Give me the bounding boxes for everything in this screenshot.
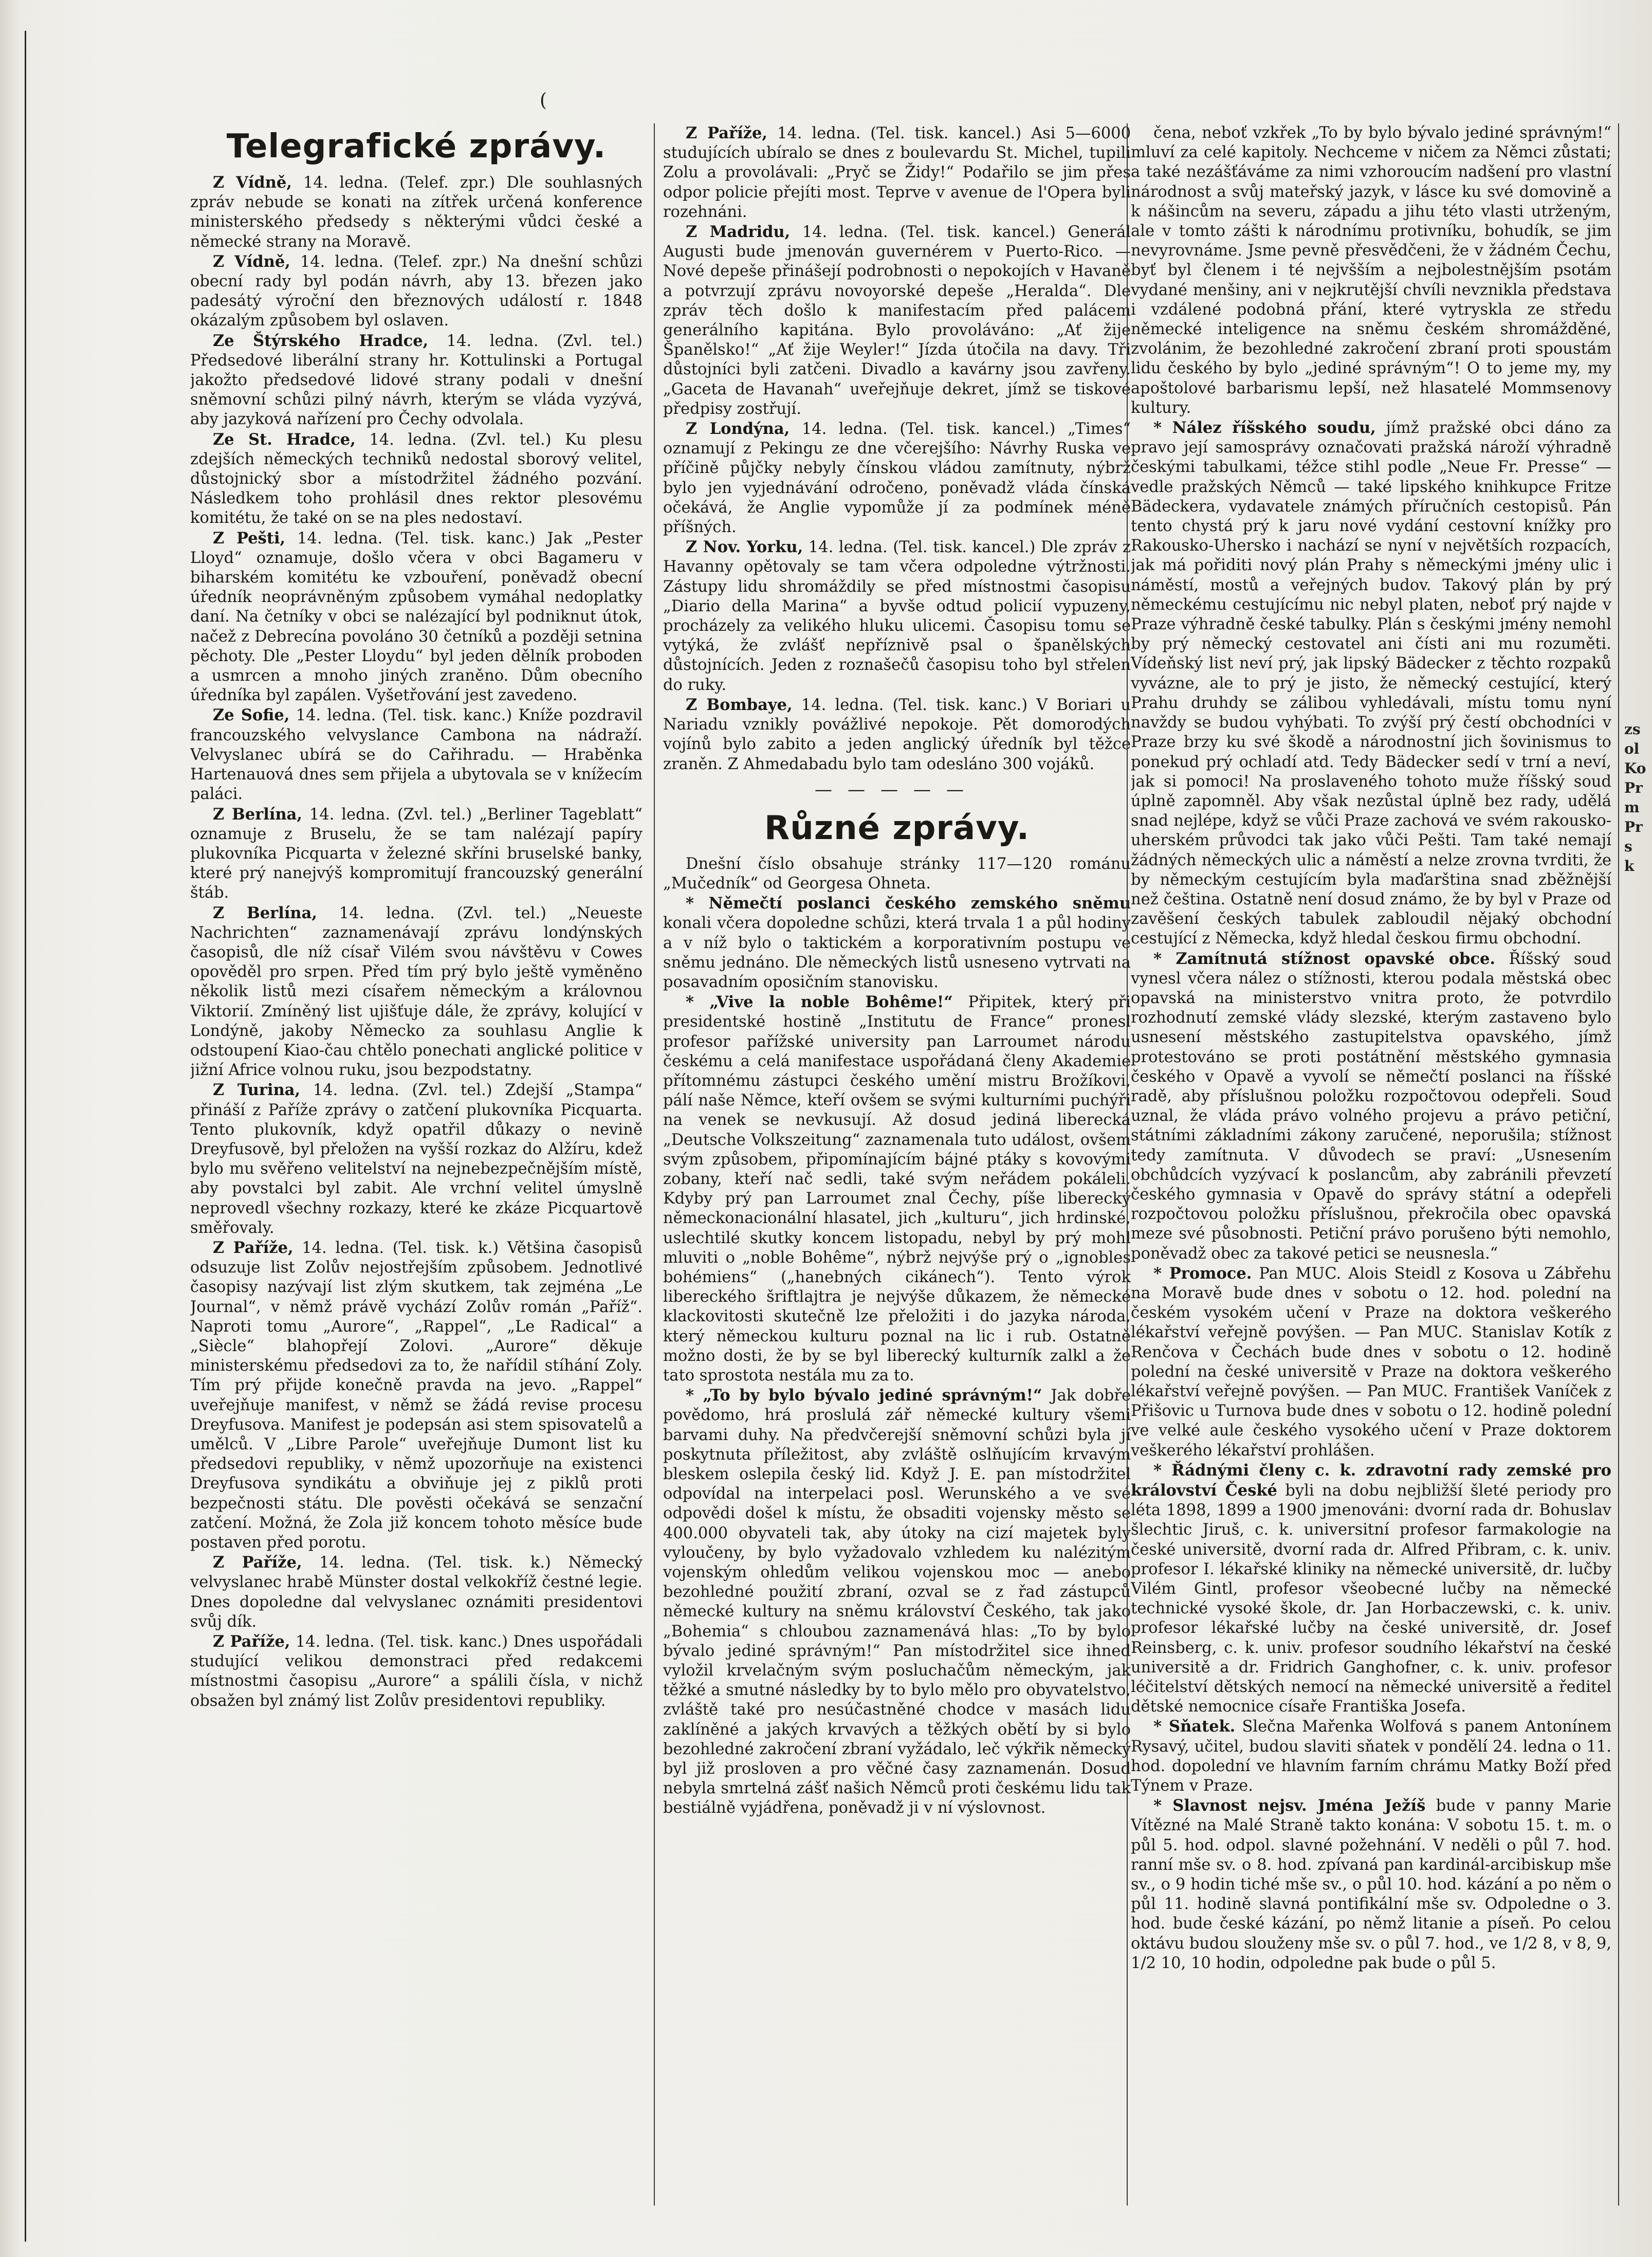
page-left-rule	[25, 31, 26, 2242]
section-heading-telegraphic: Telegrafické zprávy.	[226, 128, 607, 166]
news-item	[663, 222, 1131, 419]
news-item	[1131, 1796, 1611, 1973]
column-news-continued	[663, 123, 1131, 2200]
item-lead: Ze Sofie,	[213, 706, 290, 725]
item-lead: * Zamítnutá stížnost opavské obce.	[1153, 949, 1496, 968]
item-lead: * Sňatek.	[1153, 1717, 1236, 1736]
item-text: Dnešní číslo obsahuje stránky 117—120 románu „Mučedník“ od Georgesa Ohneta.	[663, 854, 1131, 893]
item-text: 14. ledna. (Zvl. tel.) Předsedové liberální strany hr. Kottulinski a Portugal jakožto předsedové lidové strany podali v dnešní sněmovní schůzi pilný návrh, kterým se vláda vyzývá, aby jazyková nařízení pro Čechy odvolala.	[190, 332, 643, 429]
news-item	[1131, 1717, 1611, 1796]
item-lead: Ze St. Hradce,	[213, 430, 356, 449]
news-item	[1131, 418, 1611, 949]
item-lead: Ze Štýrského Hradce,	[213, 331, 429, 350]
item-lead: Z Nov. Yorku,	[686, 538, 803, 557]
item-text: 14. ledna. (Zvl. tel.) Zdejší „Stampa“ přináší z Paříže zprávy o zatčení plukovníka Picquarta. Tento plukovník, když opatřil důkazy o nevině Dreyfusově, byl přeložen na vyšší rozkaz do Alžíru, kdež bylo mu svěřeno velitelství na nejnebezpečnějším místě, aby povstalci byl zabit. Ale vrchní velitel úmyslně neprovedl všechny rozkazy, které ke zkáze Picquartově směřovaly.	[190, 1081, 643, 1237]
item-text: 14. ledna. (Tel. tisk. kancel.) Generál Augusti bude jmenován guvernérem v Puerto-Rico. — Nové depeše přinášejí podrobnosti o nepokojích v Havaně a potvrzují zprávu novoyorské depeše „Heralda“. Dle zpráv těch došlo k manifestacím před palácem generálního kapitána. Bylo provoláváno: „Ať žije Španělsko!“ „Ať žije Weyler!“ Jízda útočila na davy. Tři důstojníci byli zatčeni. Divadlo a kavárny jsou zavřeny. „Gaceta de Havanah“ uveřejňuje dekret, jímž se tiskové předpisy zostřují.	[663, 223, 1131, 418]
item-text: Připitek, který při presidentské hostině „Institutu de France“ pronesl profesor pařížské university pan Larroumet národu českému a celá manifestace uspořádaná členy Akademie přítomnému zástupci českého umění mistru Brožíkovi, pálí naše Němce, kteří ovšem se svými kulturními puchýři na venek se nevkusují. Až dosud jediná liberecká „Deutsche Volkszeitung“ zaznamenala tuto událost, ovšem svým způsobem, připomínajícím bájné ptáky s kovovými zobany, kteří nač sedli, také svým neřádem pokáleli. Kdyby prý pan Larroumet znal Čechy, píše liberecký německonacionální hlasatel, jich „kulturu“, jich hrdinské, uslechtilé skutky koncem listopadu, nebyl by prý mohl mluviti o „noble Bohême“, nýbrž nejvýše prý o „ignobles bohémiens“ („hanebných cikánech“). Tento výrok libereckého šriftlajtra je nejvýše důkazem, že německé klackovitosti skutečně lze přeložiti i do jazyka národa, který německou kulturu poznal na lic i rub. Ostatně možno dosti, že by se byl liberecký kulturník zalkl a že tato sprostota nestála mu za to.	[663, 993, 1131, 1385]
news-item	[190, 705, 643, 804]
news-item	[663, 695, 1131, 774]
news-item	[663, 1386, 1131, 1818]
item-lead: Z Pešti,	[213, 529, 286, 548]
section-heading-various: Různé zprávy.	[764, 809, 1030, 847]
item-lead: Z Paříže,	[686, 124, 768, 142]
item-text: byli na dobu nejbližší šleté periody pro léta 1898, 1899 a 1900 jmenováni: dvorní rada dr. Bohuslav šlechtic Jiruš, c. k. universitní profesor farmakologie na české universitě, dvorní rada dr. Alfred Přibram, c. k. univ. profesor I. lékařské kliniky na německé universitě, dr. lučby Vilém Gintl, profesor všeobecné lučby na německé technické vysoké škole, dr. Jan Horbaczewski, c. k. univ. profesor lékařské lučby na české universitě, dr. Josef Reinsberg, c. k. univ. profesor soudního lékařství na české universitě a dr. Fridrich Ganghofner, c. k. univ. profesor léčitelství dětských nemocí na německé universitě a ředitel dětské nemocnice císaře Františka Josefa.	[1131, 1482, 1611, 1716]
item-lead: * Nález říšského soudu,	[1153, 418, 1376, 438]
news-item	[190, 1238, 643, 1553]
item-text: 14. ledna. (Tel. tisk. kancel.) Dle zpráv z Havanny opětovaly se tam včera odpoledne výtržnosti. Zástupy lidu shromáždily se před místnostmi časopisu „Diario della Marina“ a byvše odtud policií vypuzeny, procházely za velikého hluku ulicemi. Časopisu tomu se vytýká, že zvlášť nepříznivě psal o španělských důstojnících. Jeden z roznašečů časopisu toho byl střelen do ruky.	[663, 538, 1131, 694]
item-text: Slečna Mařenka Wolfová s panem Antonínem Rysavý, učitel, budou slaviti sňatek v pondělí 24. ledna o 11. hod. dopolední ve hlavním farním chrámu Matky Boží před Týnem v Praze.	[1131, 1718, 1611, 1795]
news-item	[1131, 1264, 1611, 1461]
separator-ornament: —————	[815, 779, 979, 800]
item-text: 14. ledna. (Tel. tisk. k.) Německý velvyslanec hrabě Münster dostal velkokříž čestné legie. Dnes dopoledne dal velvyslanec oznámiti presidentovi svůj dík.	[190, 1554, 643, 1631]
news-item	[190, 252, 643, 331]
item-lead: * Slavnost nejsv. Jména Ježíš	[1153, 1796, 1426, 1815]
item-text: konali včera dopoledne schůzi, která trvala 1 a půl hodiny a v níž bylo o taktickém a korporativním postupu ve sněmu jednáno. Dle německých listů usneseno vytrvati na posavadním oposičním stanovisku.	[663, 914, 1131, 991]
item-text: 14. ledna. (Zvl. tel.) „Neueste Nachrichten“ zaznamenávají zprávu londýnských časopisů, dle níž císař Vilém svou návštěvu v Cowes opověděl pro srpen. Před tím prý bylo ještě vyměněno několik listů mezi císařem německým a královnou Viktorií. Zmíněný list ujišťuje dále, že zprávy, kolující v Londýně, jakoby Německo za souhlasu Anglie k odstoupení Kiao-čau chtělo ponechati anglické politice v jižní Africe volnou ruku, jsou bezpodstatny.	[190, 904, 643, 1080]
news-item	[190, 173, 643, 252]
item-text: čena, neboť vzkřek „To by bylo bývalo jediné správným!“ mluví za celé kapitoly. Nechceme v ničem za Němci zůstati; a také nezášťáváme za nimi vzhoroucím nadšení pro vlastní národnost a svůj mateřský jazyk, v lásce ku své domovině a k nášincům na severu, západu a jihu této vlasti utrženým, ale v tomto zášti k národnímu protivníku, bohudík, se jim nevyrovnáme. Jsme pevně přesvědčeni, že v žádném Čechu, byť byl členem i té nejvšším a nejbolestnějším psotám vydané menšiny, ani v nejkrutější chvíli nevznikla představa i vzdálené podobná přání, které vytryskla ze středu německé inteligence na sněmu českém shromážděné, zvolánim, že bezohledné zakročení zbraní proti spoustám lidu českého by bylo „jediné správným“! O to jeme my, my apoštolové barbarismu lepší, než hlasatelé Mommsenovy kultury.	[1131, 124, 1611, 417]
item-lead: Z Bombaye,	[686, 695, 793, 714]
item-lead: Z Vídně,	[213, 252, 290, 271]
item-lead: Z Paříže,	[213, 1238, 293, 1257]
news-item	[663, 123, 1131, 222]
item-text: 14. ledna. (Tel. tisk. k.) Většina časopisů odsuzuje list Zolův nejostřejším způsobem. Jednotlivé časopisy nazývají list zlým skutkem, tak zejména „Le Journal“, v němž právě vychází Zolův román „Paříž“. Naproti tomu „Aurore“, „Rappel“, „Le Radical“ a „Siècle“ blahopřejí Zolovi. „Aurore“ děkuje ministerskému předsedovi za to, že nařídil stíhání Zoly. Tím prý přijde konečně pravda na jevo. „Rappel“ uveřejňuje manifest, v němž se žádá revise procesu Dreyfusova. Manifest je podepsán asi stem spisovatelů a umělců. V „Libre Parole“ uveřejňuje Dumont list ku předsedovi republiky, v němž upozorňuje na existenci Dreyfusova syndikátu a obviňuje jej z piklů proti bezpečnosti státu. Dle pověsti očekává se senzační zatčení. Možná, že Zola již koncem tohoto měsíce bude postaven před porotu.	[190, 1239, 643, 1552]
news-item	[663, 992, 1131, 1386]
news-item	[190, 331, 643, 430]
item-text: 14. ledna. (Telef. zpr.) Dle souhlasných zpráv nebude se konati na zítřek určená konference ministerského předsedy s některými vůdci české a německé strany na Moravě.	[190, 174, 643, 251]
item-text: 14. ledna. (Tel. tisk. kancel.) „Times“ oznamují z Pekingu ze dne včerejšího: Návrhy Ruska ve příčině půjčky nebyly čínskou vládou zamítnuty, nýbrž bylo jen vyjednávání odročeno, poněvadž vláda čínská očekává, že Anglie vypomůže jí za podmínek méně příšných.	[663, 420, 1131, 537]
item-lead: Z Vídně,	[213, 173, 292, 192]
item-lead: * „To by bylo bývalo jediné správným!“	[686, 1386, 1042, 1405]
news-item	[190, 1632, 643, 1711]
news-item	[190, 529, 643, 706]
news-item	[190, 1080, 643, 1238]
item-text: Říšský soud vynesl včera nález o stížnosti, kterou podala městská obec opavská na ministerstvo vnitra proto, že potvrdilo rozhodnutí zemské vlády slezské, kterým zastaveno bylo usnesení městského zastupitelstva opavského, jímž protestováno se proti postátnění městského gymnasia českého v Opavě a vyvolí se němečtí poslanci na říšské radě, aby příslušnou položku rozpočtovou odepřeli. Soud uznal, že vláda právo volného projevu a právo petiční, státními základními zákony zaručené, neporušila; stížnost tedy zamítnuta. V důvodech se praví: „Usnesením obchůdcích vyzývací k poslancům, aby zabránili převzetí českého gymnasia v Opavě do správy státní a odepřeli rozpočtovou položku příslušnou, překročila obec opavská meze své působnosti. Petiční právo porušeno býti nemohlo, poněvadž obec za takové petici se neusnesla.“	[1131, 950, 1611, 1263]
item-text: 14. ledna. (Tel. tisk. kanc.) Kníže pozdravil francouzského velvyslance Cambona na nádraží. Velvyslanec ubírá se do Cařihradu. — Hraběnka Hartenauová dnes sem přijela a ubytovala se v knížecím paláci.	[190, 706, 643, 804]
news-item	[663, 537, 1131, 695]
news-item	[663, 419, 1131, 537]
item-text: Jak dobře povědomo, hrá proslulá zář německé kultury všemi barvami duhy. Na předvčerejší sněmovní schůzi byla jí poskytnuta příležitost, aby zvláště oslňujícím krvavým bleskem oslepila český lid. Když J. E. pan místodržitel odpovídal na interpelaci posl. Werunského a ve své odpovědi došel k místu, že obsaditi vojensky město se 400.000 obyvateli tak, aby útoky na cizí majetek byly vyloučeny, by bylo vyžadovalo vzhledem ku nalézitým vojenským ohledům velikou vojenskou moc — anebo bezohledné použití zbraní, ozval se z řad zástupců německé kultury na sněmu království Českého, tak jako „Bohemia“ s chloubou zaznamenává hlas: „To by bylo bývalo jediné správným!“ Pan místodržitel sice ihned vyložil krvelačným svým posluchačům německým, jak těžké a smutné následky by to bylo mělo pro obyvatelstvo, zvláště také pro nesúčastněné chodce v masách lidu zaklíněné a jakých krvavých a těžkých obětí by si bylo bezohledné zakročení zbraní vyžádalo, leč výkřik německý byl již prosloven a pro věčné časy zaznamenán. Dosud nebyla smrtelná zášť našich Němců proti českému lidu tak bestiálně vyjádřena, poněvadž ji v ní výslovnost.	[663, 1387, 1131, 1817]
item-lead: Z Paříže,	[213, 1553, 302, 1572]
column-rule-1	[654, 123, 655, 2206]
item-lead: Z Londýna,	[686, 420, 790, 439]
item-text: 14. ledna. (Tel. tisk. kancel.) Asi 5—6000 studujících ubíralo se dnes z boulevardu St. Michel, tupili Zolu a provolávali: „Pryč se Židy!“ Podařilo se jim přes odpor policie přejíti most. Teprve v avenue de l'Opera byli rozehnáni.	[663, 124, 1131, 221]
item-lead: * „Vive la noble Bohême!“	[686, 993, 953, 1012]
item-lead: Z Madridu,	[686, 223, 791, 242]
item-text: 14. ledna. (Zvl. tel.) „Berliner Tageblatt“ oznamuje z Bruselu, že se tam nalézají papíry plukovníka Picquarta v železné skříni bruselské banky, které prý nanejvýš kompromitují francouzský generální štáb.	[190, 805, 643, 902]
news-item	[190, 805, 643, 903]
item-text: 14. ledna. (Zvl. tel.) Ku plesu zdejších německých techniků nedostal sborový velitel, důstojnický sbor a místodržitel žádného pozvání. Následkem toho prohlásil dnes rektor plesovému komitétu, že také on se na ples nedostaví.	[190, 430, 643, 527]
news-item	[190, 430, 643, 529]
item-lead: * Řádnými členy c. k. zdravotní rady zemské pro království České	[1131, 1461, 1611, 1500]
item-text: 14. ledna. (Tel. tisk. kanc.) Dnes uspořádali studující velikou demonstraci před redakcemi místnostmi časopisu „Aurore“ a spálili čísla, v nichž obsažen byl známý list Zolův presidentovi republiky.	[190, 1633, 643, 1710]
news-item	[1131, 949, 1611, 1264]
news-item	[1131, 1461, 1611, 1717]
item-text: Pan MUC. Alois Steidl z Kosova u Zábřehu na Moravě bude dnes v sobotu o 12. hod. polední na českém vysokém učení v Praze na doktora veškerého lékařství veřejně povýšen. — Pan MUC. Stanislav Kotík z Renčova v Čechách bude dnes v sobotu o 12. hodině polední na české universitě v Praze na doktora veškerého lékařství veřejně povýšen. — Pan MUC. František Vaníček z Přišovic u Turnova bude dnes v sobotu o 12. hodině polední ve velké aule českého vysokého učení v Praze doktorem veškerého lékařství prohlášen.	[1131, 1264, 1611, 1460]
item-lead: Z Berlína,	[213, 903, 317, 922]
item-text: 14. ledna. (Tel. tisk. kanc.) Jak „Pester Lloyd“ oznamuje, došlo včera v obci Bagameru v biharském komitétu ke vzbouření, poněvadž obecní úředník neoprávněným způsobem vymáhal nedoplatky daní. Na četníky v obci se nalézající byl podniknut útok, načež z Debrecína povoláno 30 četníků a později setnina pěchoty. Dle „Pester Lloydu“ byl jeden dělník proboden a usmrcen a mnoho jiných zraněno. Dům obecního úředníka byl zapálen. Vyšetřování jest zavedeno.	[190, 529, 643, 705]
item-text: jímž pražské obci dáno za pravo její samosprávy označovati pražská nároží výhradně českými tabulkami, téžce stihl podle „Neue Fr. Presse“ — vedle pražských Němců — také lipského knihkupce Fritze Bädeckera, vydavatele známých příručních cestopisů. Pán tento chystá prý k jaru nové vydání cestovní knížky pro Rakousko-Uhersko i nachází se nyní v největších rozpacích, jak má pořiditi nový plán Prahy s německými jmény ulic i náměstí, mostů a veřejných budov. Takový plán by prý německému cestujícímu nic nebyl platen, neboť prý najde v Praze výhradně české tabulky. Plán s českými jmény nemohl by prý německý cestovatel ani čísti ani mu rozuměti. Vídeňský list neví prý, jak lipský Bädecker z těchto rozpaků vyvázne, ale to prý je jisto, že německý cestující, který Prahu druhdy se zálibou vyhledávali, místu tomu nyní navždy se budou vyhýbati. To zvýší prý čestí obchodníci v Praze brzy ku své škodě a národnostní jich šovinismus to ponekud prý ochladí atd. Tedy Bädecker sedí v trní a neví, jak si pomoci! Na proslaveného tohoto muže říšský soud úplně zapomněl. Aby však nezůstal úplně bez rady, udělá snad nejlépe, když se vůči Praze zachová ve svém rakousko-uherském průvodci tak jako vůči Pešti. Tam také nemají žádných německých ulic a náměstí a nelze zrovna tvrditi, že by německým cestujícím byla maďarština snad zběžnější než čeština. Ostatně není dosud známo, že by byl v Praze od zavěšení českých tabulek zabloudil nějaký obchodní cestující z Německa, když hledal českou firmu obchodní.	[1131, 419, 1611, 948]
column-telegraphic-news	[190, 123, 643, 2200]
item-lead: Z Paříže,	[213, 1632, 290, 1651]
news-item	[663, 894, 1131, 992]
news-item	[1131, 123, 1611, 418]
item-lead: Z Turina,	[213, 1081, 301, 1100]
item-text: bude v panny Marie Vítězné na Malé Straně takto konána: V sobotu 15. t. m. o půl 5. hod. odpol. slavné požehnání. V neděli o půl 7. hod. ranní mše sv. o 8. hod. zpívaná pan kardinál-arcibiskup mše sv., o 9 hodin tiché mše sv., o půl 10. hod. kázání a po něm o půl 11. hodině slavná pontifikální mše sv. Odpoledne o 3. hod. bude české kázání, po němž litanie a píseň. Po celou oktávu budou slouženy mše sv. o půl 7. hod., ve 1/2 8, v 8, 9, 1/2 10, 10 hodin, odpoledne pak bude o půl 5.	[1131, 1797, 1611, 1972]
news-item	[663, 854, 1131, 894]
column-rule-3	[1618, 123, 1619, 2206]
item-lead: * Němečtí poslanci českého zemského sněmu	[686, 894, 1131, 913]
item-text: 14. ledna. (Tel. tisk. kanc.) V Boriari u Nariadu vznikly povážlivé nepokoje. Pět domorodých vojínů bylo zabito a jeden anglický úředník byl těžce zraněn. Z Ahmedabadu bylo tam odesláno 300 vojáků.	[663, 696, 1131, 773]
item-lead: Z Berlína,	[213, 805, 303, 824]
column-various-news	[1131, 123, 1611, 2200]
news-item	[190, 903, 643, 1081]
cropped-next-column-letters: zs ol Ko Pr m Pr s k	[1624, 721, 1646, 875]
item-text: 14. ledna. (Telef. zpr.) Na dnešní schůzi obecní rady byl podán návrh, aby 13. březen jako padesátý výroční den březnových událostí r. 1848 okázalým způsobem byl oslaven.	[190, 252, 643, 330]
column-rule-2	[1127, 123, 1128, 2206]
news-item	[190, 1553, 643, 1632]
item-lead: * Promoce.	[1153, 1264, 1252, 1283]
stray-mark: (	[540, 90, 547, 111]
